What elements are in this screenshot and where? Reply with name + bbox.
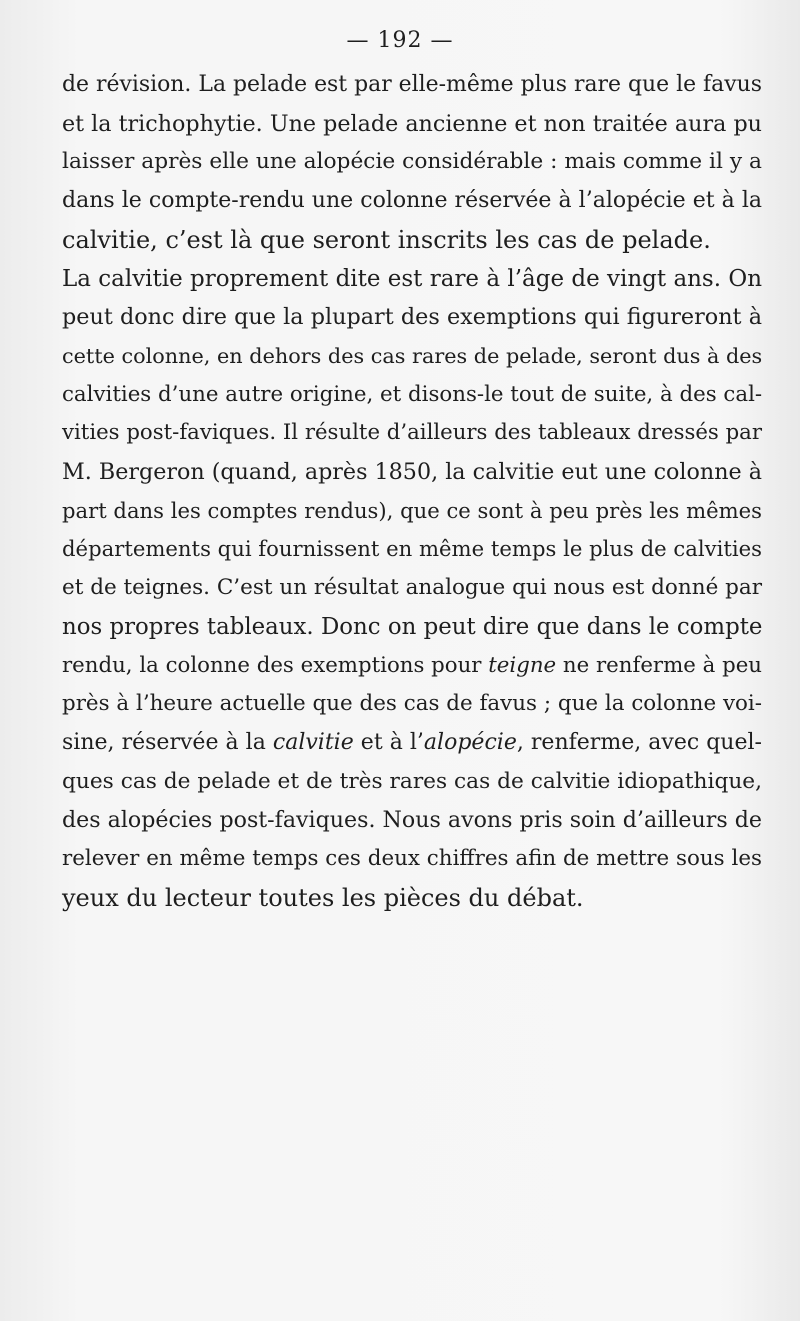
text-span: sine, réservée à la bbox=[62, 729, 273, 755]
text-span: dans le compte-rendu une colonne réservée à l’alopécie et à la bbox=[62, 188, 762, 214]
text-span: ques cas de pelade et de très rares cas de calvitie idiopathique, bbox=[62, 768, 762, 794]
body-text bbox=[62, 66, 762, 917]
text-span: La calvitie proprement dite est rare à l’âge de vingt ans. On bbox=[62, 265, 762, 292]
text-span: M. Bergeron (quand, après 1850, la calvitie eut une colonne à bbox=[62, 459, 762, 486]
italic-term: calvitie bbox=[272, 729, 354, 755]
text-line bbox=[62, 105, 762, 144]
text-span: ne renferme à peu bbox=[556, 652, 763, 678]
text-line bbox=[62, 221, 762, 260]
text-line bbox=[62, 414, 762, 453]
text-span: et à l’ bbox=[353, 729, 424, 755]
text-line bbox=[62, 569, 762, 608]
text-span: et de teignes. C’est un résultat analogue qui nous est donné par bbox=[62, 575, 762, 601]
text-span: des alopécies post-faviques. Nous avons pris soin d’ailleurs de bbox=[62, 807, 762, 834]
text-line bbox=[62, 453, 762, 492]
italic-term: alopécie bbox=[423, 729, 517, 755]
text-span: cette colonne, en dehors des cas rares de pelade, seront dus à des bbox=[62, 343, 763, 368]
text-line bbox=[62, 182, 762, 221]
text-span: près à l’heure actuelle que des cas de favus ; que la colonne voi- bbox=[62, 691, 762, 717]
text-span: de révision. La pelade est par elle-même plus rare que le favus bbox=[62, 72, 762, 97]
text-span: calvitie, c’est là que seront inscrits les cas de pelade. bbox=[62, 225, 711, 254]
text-line bbox=[62, 298, 762, 337]
text-line bbox=[62, 337, 762, 376]
text-span: et la trichophytie. Une pelade ancienne et non traitée aura pu bbox=[62, 110, 762, 137]
text-span: part dans les comptes rendus), que ce sont à peu près les mêmes bbox=[62, 497, 762, 523]
text-line bbox=[62, 260, 762, 299]
text-span: départements qui fournissent en même temps le plus de calvities bbox=[62, 536, 762, 562]
text-line bbox=[62, 66, 762, 105]
text-line bbox=[62, 879, 762, 918]
text-line bbox=[62, 608, 762, 647]
text-line bbox=[62, 840, 762, 879]
text-span: laisser après elle une alopécie considérable : mais comme il y a bbox=[62, 149, 762, 175]
text-span: yeux du lecteur toutes les pièces du débat. bbox=[62, 883, 584, 912]
text-line bbox=[62, 685, 762, 724]
text-span: calvities d’une autre origine, et disons-le tout de suite, à des cal- bbox=[62, 381, 763, 407]
text-line bbox=[62, 492, 762, 531]
text-span: peut donc dire que la plupart des exemptions qui figureront à bbox=[62, 304, 762, 331]
text-line bbox=[62, 376, 762, 415]
text-line bbox=[62, 724, 762, 763]
italic-term: teigne bbox=[488, 652, 557, 678]
text-line bbox=[62, 801, 762, 840]
text-span: rendu, la colonne des exemptions pour bbox=[62, 652, 489, 678]
text-line bbox=[62, 763, 762, 802]
text-span: vities post-faviques. Il résulte d’ailleurs des tableaux dressés par bbox=[62, 420, 762, 446]
text-span: , renferme, avec quel- bbox=[516, 729, 762, 755]
text-span: relever en même temps ces deux chiffres afin de mettre sous les bbox=[62, 846, 762, 872]
text-line bbox=[62, 143, 762, 182]
text-span: nos propres tableaux. Donc on peut dire que dans le compte bbox=[62, 613, 763, 640]
page-number: — 192 — bbox=[346, 28, 454, 53]
text-line bbox=[62, 647, 762, 686]
text-line bbox=[62, 530, 762, 569]
